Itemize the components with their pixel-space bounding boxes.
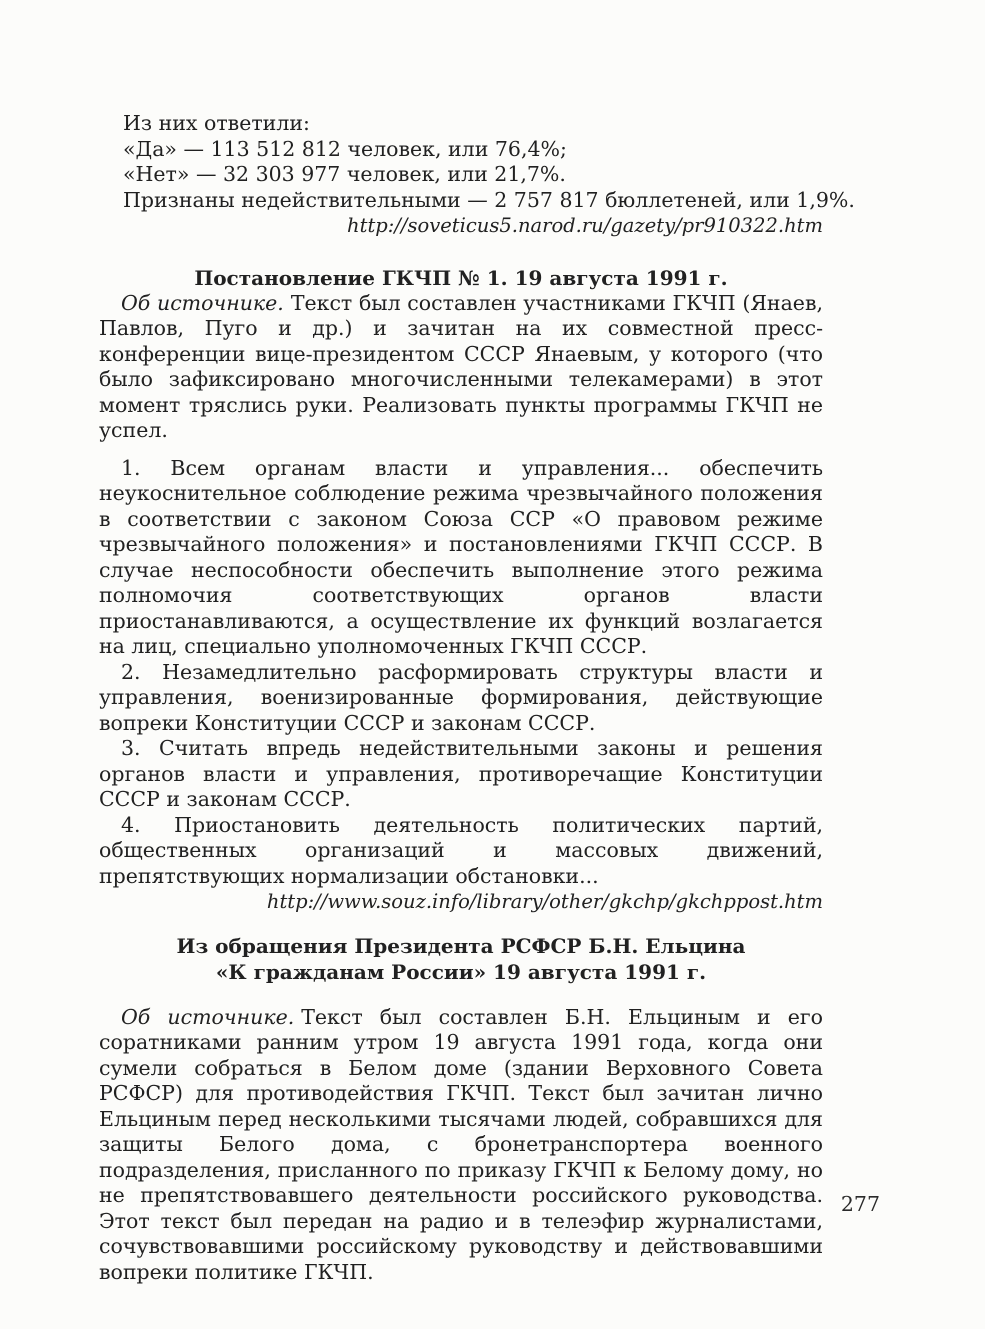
decree-items xyxy=(99,456,823,890)
decree-item-3: 3. Считать впредь недействительными законы и решения органов власти и управления, противоречащие Конституции СССР и законам СССР. xyxy=(99,736,823,811)
source-url: http://www.souz.info/library/other/gkchp/gkchppost.htm xyxy=(266,890,823,913)
result-line-no: «Нет» — 32 303 977 человек, или 21,7%. xyxy=(123,162,566,186)
page-number: 277 xyxy=(840,1192,880,1216)
address-about-source-paragraph xyxy=(99,1005,823,1286)
result-line-invalid: Признаны недействительными — 2 757 817 бюллетеней, или 1,9%. xyxy=(123,187,855,212)
page-content xyxy=(99,111,855,1285)
address-heading-line-1: Из обращения Президента РСФСР Б.Н. Ельцина xyxy=(176,933,746,958)
decree-heading: Постановление ГКЧП № 1. 19 августа 1991 г. xyxy=(194,265,728,290)
decree-item-4: 4. Приостановить деятельность политических партий, общественных организаций и массовых движений, препятствующих нормализации обстановки... xyxy=(99,812,823,888)
about-source-text: Текст был составлен участниками ГКЧП (Янаев, Павлов, Пуго и др.) и зачитан на их совместной пресс-конференции вице-президентом СССР Янаевым, у которого (что было зафиксировано многочисленными телекамерами) в этот момент тряслись руки. Реализовать пункты программы ГКЧП не успел. xyxy=(99,290,823,442)
result-line-intro: Из них ответили: xyxy=(123,111,310,135)
decree-section xyxy=(99,265,823,915)
source-url: http://soveticus5.narod.ru/gazety/pr910322.htm xyxy=(347,214,823,237)
decree-about-source-paragraph xyxy=(99,291,823,444)
address-heading-line-2: «К гражданам России» 19 августа 1991 г. xyxy=(215,959,707,984)
address-section xyxy=(99,933,823,1286)
about-source-label: Об источнике. xyxy=(121,1004,295,1029)
decree-item-1: 1. Всем органам власти и управления... обеспечить неукоснительное соблюдение режима чрезвычайного положения в соответствии с законом Союза ССР «О правовом режиме чрезвычайного положения» и постановлениями ГКЧП СССР. В случае неспособности обеспечить выполнение этого режима полномочия соответствующих органов власти приостанавливаются, а осуществление их функций возлагается на лиц, специально уполномоченных ГКЧП СССР. xyxy=(99,455,823,658)
result-line-yes: «Да» — 113 512 812 человек, или 76,4%; xyxy=(123,136,567,161)
referendum-results-section xyxy=(99,111,855,239)
about-source-label: Об источнике. xyxy=(121,290,284,315)
address-heading xyxy=(99,933,823,985)
about-source-text: Текст был составлен Б.Н. Ельциным и его соратниками ранним утром 19 августа 1991 года, когда они сумели собраться в Белом доме (здании Верховного Совета РСФСР) для противодействия ГКЧП. Текст был зачитан лично Ельциным перед несколькими тысячами людей, собравшихся для защиты Белого дома, с бронетранспортера военного подразделения, присланного по приказу ГКЧП к Белому дому, но не препятствовавшего деятельности российского руководства. Этот текст был передан на радио и в телеэфир журналистами, сочувствовавшими российскому руководству и действовавшими вопреки политике ГКЧП. xyxy=(99,1004,824,1284)
decree-item-2: 2. Незамедлительно расформировать структуры власти и управления, военизированные формирования, действующие вопреки Конституции СССР и законам СССР. xyxy=(99,659,823,735)
